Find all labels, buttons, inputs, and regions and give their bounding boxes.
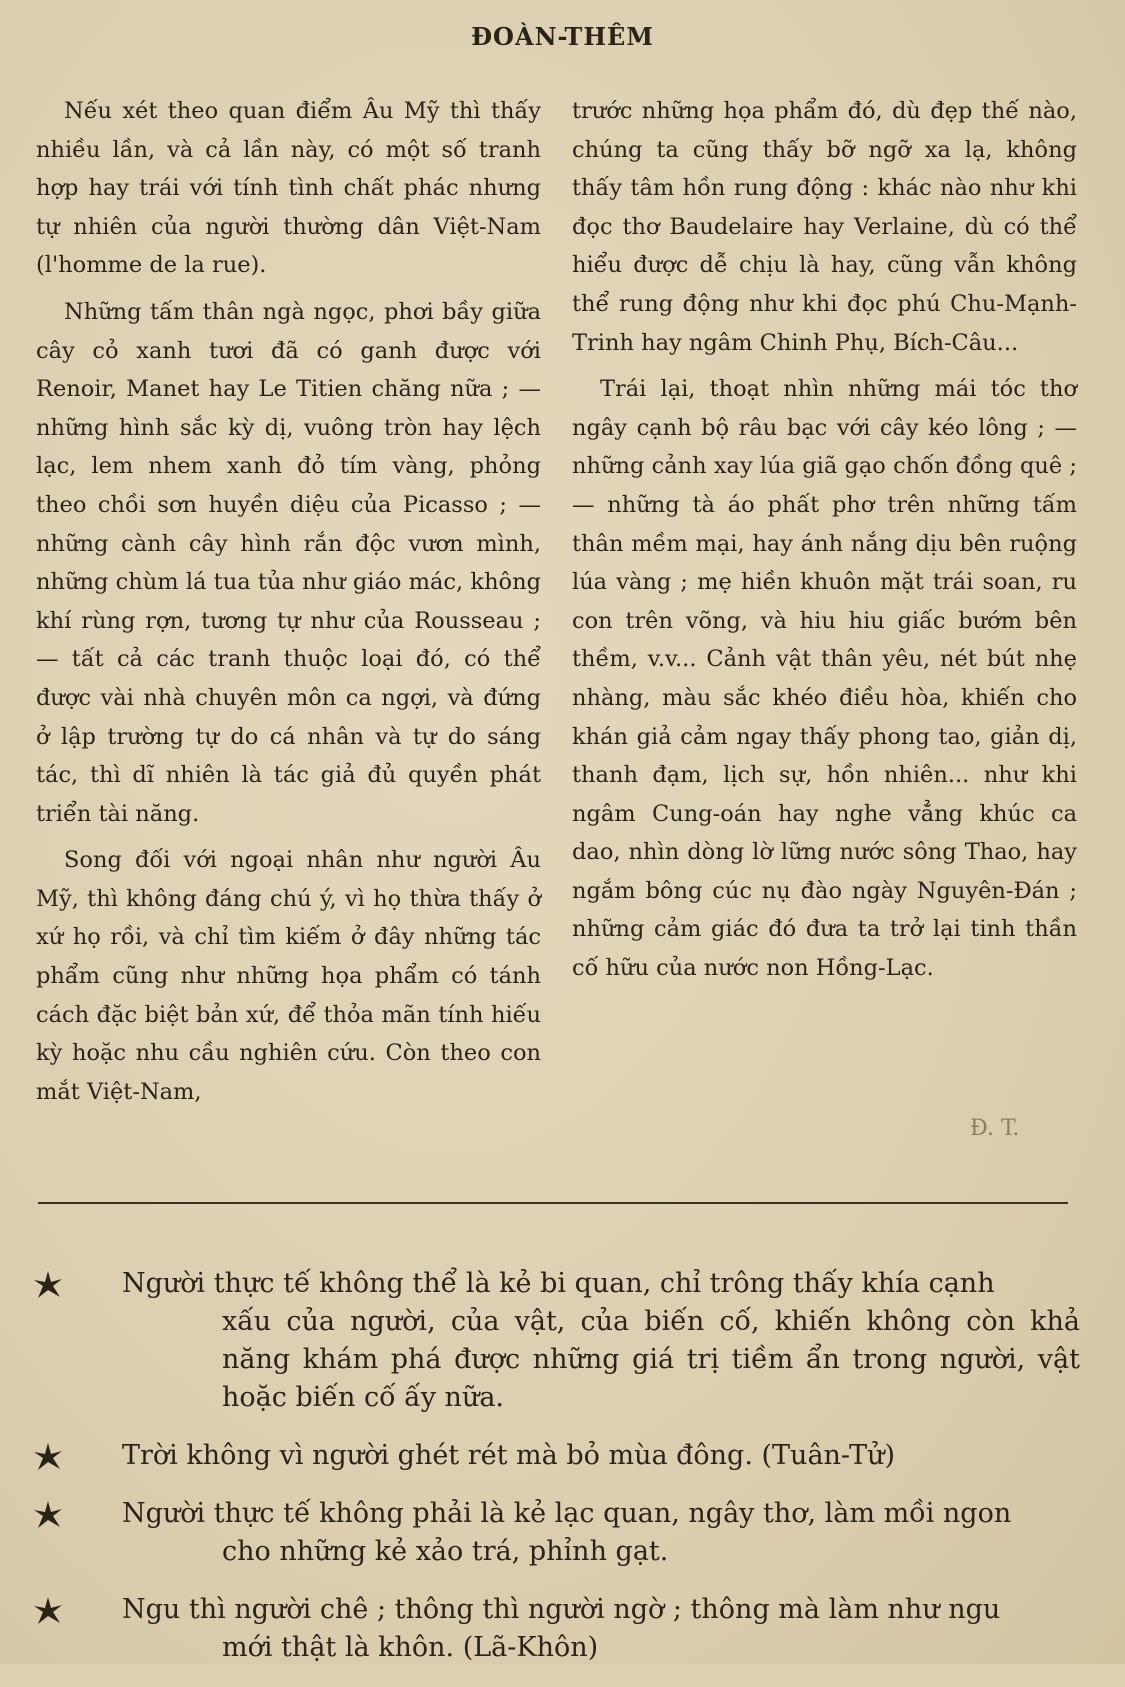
- quote-item: [30, 1265, 1080, 1417]
- paragraph: trước những họa phẩm đó, dù đẹp thế nào, chúng ta cũng thấy bỡ ngỡ xa lạ, không thấy tâm hồn rung động : khác nào như khi đọc thơ Baudelaire hay Verlaine, dù có thể hiểu được dễ chịu là hay, cũng vẫn không thể rung động như khi đọc phú Chu-Mạnh-Trinh hay ngâm Chinh Phụ, Bích-Câu...: [572, 98, 1077, 356]
- divider: [38, 1202, 1068, 1204]
- quote-item: [30, 1437, 1080, 1475]
- star-bullet-icon: [32, 1269, 64, 1301]
- author-signature: Đ. T.: [970, 1116, 1020, 1141]
- paragraph: Nếu xét theo quan điểm Âu Mỹ thì thấy nhiều lần, và cả lần này, có một số tranh hợp hay trái với tính tình chất phác nhưng tự nhiên của người thường dân Việt-Nam (l'homme de la rue).: [36, 98, 541, 279]
- quote-first-line: Trời không vì người ghét rét mà bỏ mùa đông. (Tuân-Tử): [122, 1440, 896, 1471]
- quote-continuation: cho những kẻ xảo trá, phỉnh gạt.: [222, 1536, 669, 1567]
- paragraph: Trái lại, thoạt nhìn những mái tóc thơ ngây cạnh bộ râu bạc với cây kéo lông ; — những cảnh xay lúa giã gạo chốn đồng quê ; — những tà áo phất phơ trên những tấm thân mềm mại, hay ánh nắng dịu bên ruộng lúa vàng ; mẹ hiền khuôn mặt trái soan, ru con trên võng, và hiu hiu giấc bướm bên thềm, v.v... Cảnh vật thân yêu, nét bút nhẹ nhàng, màu sắc khéo điều hòa, khiến cho khán giả cảm ngay thấy phong tao, giản dị, thanh đạm, lịch sự, hồn nhiên... như khi ngâm Cung-oán hay nghe vẳng khúc ca dao, nhìn dòng lờ lững nước sông Thao, hay ngắm bông cúc nụ đào ngày Nguyên-Đán ; những cảm giác đó đưa ta trở lại tinh thần cố hữu của nước non Hồng-Lạc.: [572, 376, 1077, 982]
- paragraph: Những tấm thân ngà ngọc, phơi bầy giữa cây cỏ xanh tươi đã có ganh được với Renoir, Manet hay Le Titien chăng nữa ; — những hình sắc kỳ dị, vuông tròn hay lệch lạc, lem nhem xanh đỏ tím vàng, phỏng theo chồi sơn huyền diệu của Picasso ; — những cành cây hình rắn độc vươn mình, những chùm lá tua tủa như giáo mác, không khí rùng rợn, tương tự như của Rousseau ; — tất cả các tranh thuộc loại đó, có thể được vài nhà chuyên môn ca ngợi, và đứng ở lập trường tự do cá nhân và tự do sáng tác, thì dĩ nhiên là tác giả đủ quyền phát triển tài năng.: [36, 298, 541, 827]
- star-bullet-icon: [32, 1441, 64, 1473]
- quote-first-line: Người thực tế không thể là kẻ bi quan, chỉ trông thấy khía cạnh: [122, 1268, 995, 1299]
- quote-continuation: xấu của người, của vật, của biến cố, khiến không còn khả năng khám phá được những giá trị tiềm ẩn trong người, vật hoặc biến cố ấy nữa.: [222, 1306, 1080, 1413]
- quotes-section: [30, 1265, 1080, 1687]
- star-bullet-icon: [32, 1595, 64, 1627]
- paragraph: Song đối với ngoại nhân như người Âu Mỹ, thì không đáng chú ý, vì họ thừa thấy ở xứ họ rồi, và chỉ tìm kiếm ở đây những tác phẩm cũng như những họa phẩm có tánh cách đặc biệt bản xứ, để thỏa mãn tính hiếu kỳ hoặc nhu cầu nghiên cứu. Còn theo con mắt Việt-Nam,: [36, 847, 541, 1105]
- quote-item: [30, 1495, 1080, 1571]
- quote-item: [30, 1591, 1080, 1667]
- quote-first-line: Ngu thì người chê ; thông thì người ngờ ; thông mà làm như ngu: [122, 1594, 1001, 1625]
- quote-continuation: mới thật là khôn. (Lã-Khôn): [222, 1632, 599, 1663]
- star-bullet-icon: [32, 1499, 64, 1531]
- right-column: [572, 92, 1077, 996]
- left-column: [36, 92, 541, 1119]
- quote-first-line: Người thực tế không phải là kẻ lạc quan, ngây thơ, làm mồi ngon: [122, 1498, 1012, 1529]
- page-header: ĐOÀN-THÊM: [471, 22, 654, 51]
